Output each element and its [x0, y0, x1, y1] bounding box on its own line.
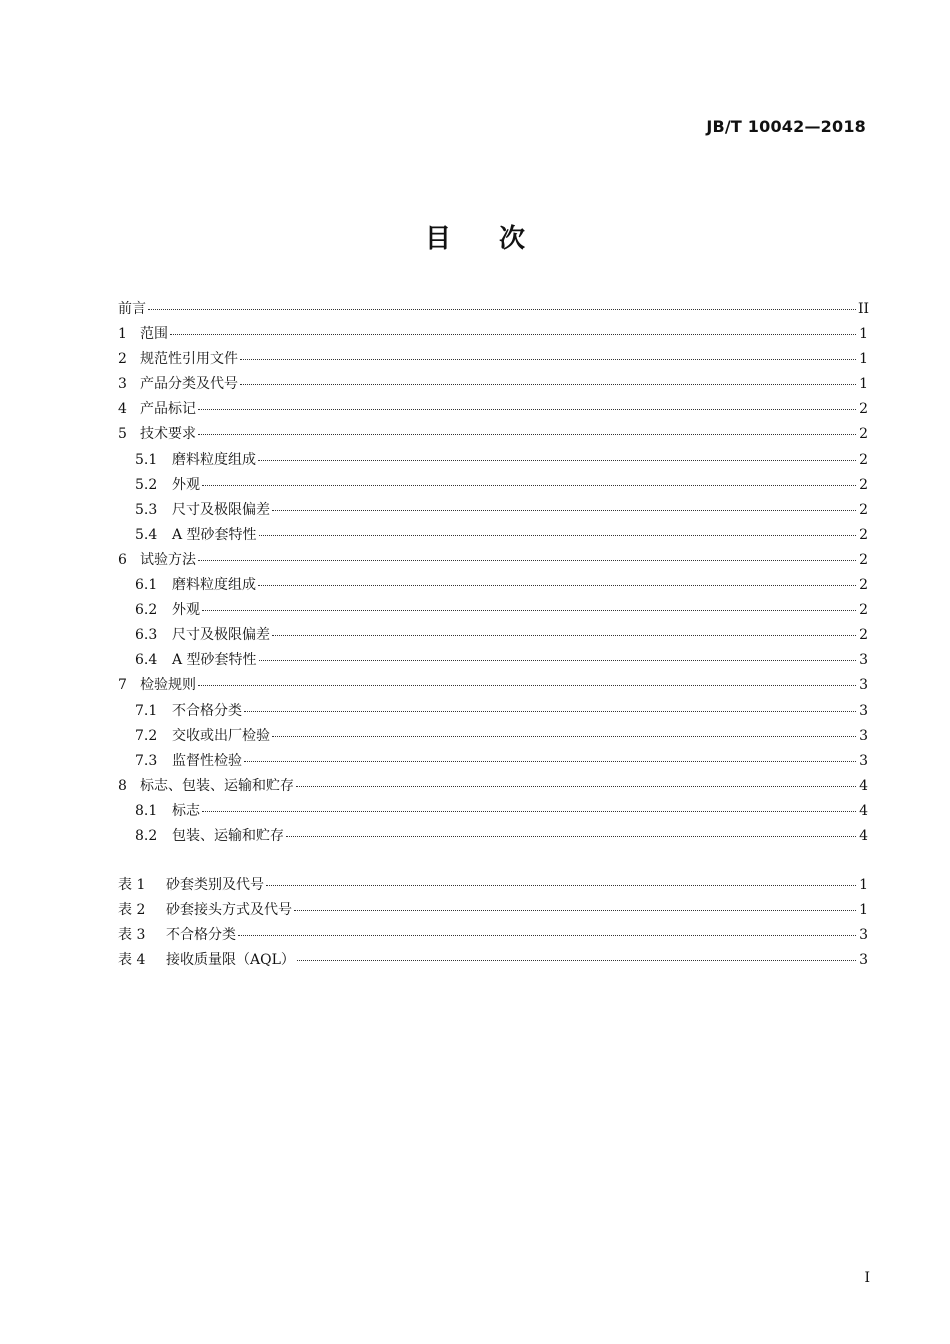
entry-label: 不合格分类	[172, 702, 242, 719]
dot-leader	[272, 635, 856, 636]
table-list-entry[interactable]	[118, 924, 868, 949]
entry-page: 3	[859, 952, 868, 969]
dot-leader	[266, 885, 856, 886]
dot-leader	[244, 761, 856, 762]
entry-page: 3	[859, 702, 868, 719]
toc-entry[interactable]	[118, 398, 868, 423]
entry-page: 1	[859, 351, 868, 368]
list-of-tables	[118, 874, 868, 974]
entry-page: 2	[859, 451, 868, 468]
dot-leader	[240, 359, 856, 360]
entry-page: 1	[859, 877, 868, 893]
entry-page: 3	[859, 727, 868, 744]
entry-label: 尺寸及极限偏差	[172, 501, 270, 518]
toc-entry[interactable]	[118, 549, 868, 574]
entry-number: 6	[118, 551, 127, 568]
dot-leader	[294, 910, 856, 911]
dot-leader	[240, 384, 856, 385]
toc-entry[interactable]	[118, 298, 868, 323]
entry-number: 8.1	[135, 802, 158, 819]
entry-label: 范围	[140, 326, 168, 343]
dot-leader	[238, 935, 856, 936]
dot-leader	[198, 560, 856, 561]
entry-page: 2	[859, 426, 868, 443]
entry-number: 4	[118, 401, 127, 418]
dot-leader	[258, 585, 856, 586]
entry-page: 4	[859, 827, 868, 844]
toc-entry[interactable]	[118, 800, 868, 825]
entry-number: 5.4	[135, 526, 158, 543]
entry-label: 规范性引用文件	[140, 351, 238, 368]
entry-label: 外观	[172, 602, 200, 619]
page-folio: I	[864, 1270, 870, 1286]
entry-number: 1	[118, 326, 127, 343]
dot-leader	[296, 786, 856, 787]
dot-leader	[258, 460, 856, 461]
entry-number: 表 3	[118, 927, 146, 944]
entry-label: 包装、运输和贮存	[172, 827, 284, 844]
entry-page: 3	[859, 652, 868, 669]
toc-entry[interactable]	[118, 649, 868, 674]
entry-number: 5	[118, 426, 127, 443]
toc-entry[interactable]	[118, 524, 868, 549]
entry-label: 接收质量限（AQL）	[166, 952, 295, 969]
entry-number: 7	[118, 677, 127, 694]
toc-entry[interactable]	[118, 323, 868, 348]
entry-label: 前言	[118, 301, 146, 317]
entry-label: 砂套接头方式及代号	[166, 902, 292, 919]
dot-leader	[202, 610, 856, 611]
dot-leader	[297, 960, 856, 961]
entry-page: 4	[859, 777, 868, 794]
toc-entry[interactable]	[118, 750, 868, 775]
toc-entry[interactable]	[118, 423, 868, 448]
entry-label: 不合格分类	[166, 927, 236, 944]
dot-leader	[286, 836, 856, 837]
dot-leader	[272, 510, 856, 511]
entry-number: 表 2	[118, 902, 146, 919]
toc-entry[interactable]	[118, 499, 868, 524]
title-char-1: 目	[424, 224, 451, 254]
entry-number: 6.2	[135, 602, 158, 619]
entry-page: 2	[859, 627, 868, 644]
entry-number: 7.2	[135, 727, 158, 744]
entry-number: 5.3	[135, 501, 158, 518]
entry-label: 产品分类及代号	[140, 376, 238, 393]
entry-number: 7.1	[135, 702, 158, 719]
dot-leader	[198, 685, 856, 686]
entry-page: 4	[859, 802, 868, 819]
entry-label: 试验方法	[140, 551, 196, 568]
table-list-entry[interactable]	[118, 949, 868, 974]
entry-number: 5.2	[135, 476, 158, 493]
entry-page: 1	[859, 326, 868, 343]
toc-entry[interactable]	[118, 700, 868, 725]
toc-entry[interactable]	[118, 373, 868, 398]
entry-page: 2	[859, 602, 868, 619]
dot-leader	[244, 711, 856, 712]
entry-label: 技术要求	[140, 426, 196, 443]
entry-number: 7.3	[135, 752, 158, 769]
toc-entry[interactable]	[118, 825, 868, 850]
entry-number: 6.1	[135, 577, 158, 594]
toc-entry[interactable]	[118, 725, 868, 750]
entry-page: 2	[859, 526, 868, 543]
dot-leader	[202, 811, 856, 812]
toc-entry[interactable]	[118, 599, 868, 624]
entry-number: 表 4	[118, 952, 146, 969]
entry-page: 2	[859, 577, 868, 594]
entry-page: 3	[859, 752, 868, 769]
table-list-entry[interactable]	[118, 899, 868, 924]
dot-leader	[272, 736, 856, 737]
entry-label: 交收或出厂检验	[172, 727, 270, 744]
entry-label: 磨料粒度组成	[172, 577, 256, 594]
page-title	[0, 218, 950, 255]
table-of-contents	[118, 298, 868, 850]
entry-label: 监督性检验	[172, 752, 242, 769]
title-char-2: 次	[499, 224, 526, 254]
entry-label: 砂套类别及代号	[166, 877, 264, 893]
entry-page: 3	[859, 927, 868, 944]
entry-number: 8.2	[135, 827, 158, 844]
table-list-entry[interactable]	[118, 874, 868, 899]
dot-leader	[202, 485, 856, 486]
toc-entry[interactable]	[118, 624, 868, 649]
toc-entry[interactable]	[118, 775, 868, 800]
dot-leader	[170, 334, 856, 335]
entry-label: 标志	[172, 802, 200, 819]
toc-entry[interactable]	[118, 449, 868, 474]
entry-label: A 型砂套特性	[172, 526, 257, 543]
entry-label: A 型砂套特性	[172, 652, 257, 669]
entry-number: 2	[118, 351, 127, 368]
dot-leader	[198, 409, 856, 410]
entry-label: 标志、包装、运输和贮存	[140, 777, 294, 794]
dot-leader	[148, 309, 856, 310]
toc-entry[interactable]	[118, 348, 868, 373]
entry-page: 2	[859, 476, 868, 493]
entry-label: 尺寸及极限偏差	[172, 627, 270, 644]
entry-number: 3	[118, 376, 127, 393]
entry-page: 1	[859, 902, 868, 919]
entry-page: 1	[859, 376, 868, 393]
entry-page: II	[858, 301, 870, 317]
dot-leader	[259, 660, 856, 661]
entry-number: 表 1	[118, 877, 146, 893]
entry-number: 8	[118, 777, 127, 794]
dot-leader	[198, 434, 856, 435]
entry-page: 2	[859, 501, 868, 518]
dot-leader	[259, 535, 856, 536]
toc-entry[interactable]	[118, 474, 868, 499]
entry-label: 产品标记	[140, 401, 196, 418]
entry-number: 6.3	[135, 627, 158, 644]
entry-page: 2	[859, 401, 868, 418]
entry-label: 磨料粒度组成	[172, 451, 256, 468]
entry-label: 检验规则	[140, 677, 196, 694]
toc-entry[interactable]	[118, 674, 868, 699]
entry-page: 3	[859, 677, 868, 694]
entry-number: 6.4	[135, 652, 158, 669]
entry-page: 2	[859, 551, 868, 568]
entry-label: 外观	[172, 476, 200, 493]
entry-number: 5.1	[135, 451, 158, 468]
standard-number: JB/T 10042—2018	[706, 117, 866, 136]
toc-entry[interactable]	[118, 574, 868, 599]
